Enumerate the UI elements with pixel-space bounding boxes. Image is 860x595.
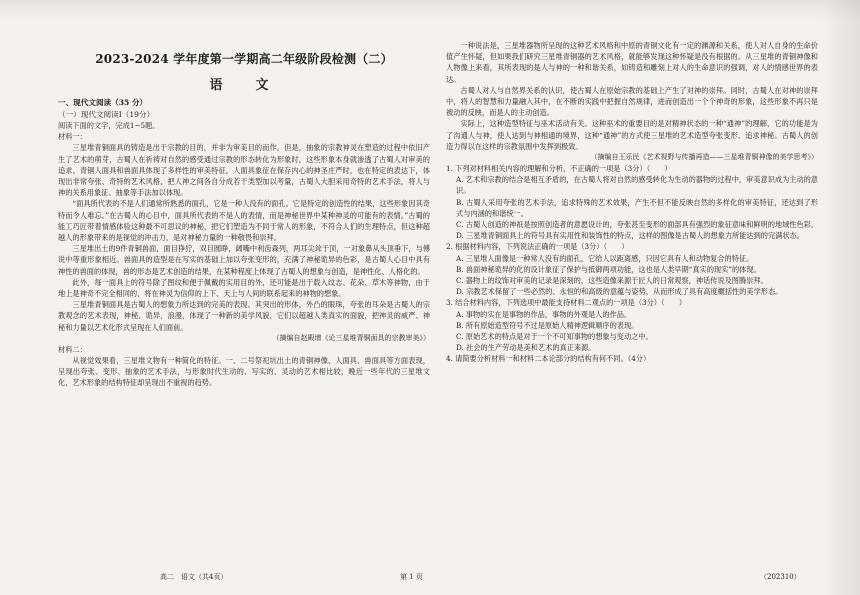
section-heading: 一、现代文阅读（35 分） (58, 98, 148, 107)
option-a: A. 事物的实在是事物的作品，事物的外观是人的作品。 (456, 309, 632, 319)
paragraph: 从视觉效果看，三星堆文物有一种简化的特征。一、二号祭祀坑出土的青铜神像、人面具、兽面具等方面表现，呈现出夸张、变形、抽象的艺术手法，与形象时代生动的、写实的、灵动的艺术相比较，晚近一些年代的三星堆文化，艺术形象的结构特征却呈现出不重视的趋势。 (58, 356, 430, 388)
right-column (446, 0, 818, 595)
option-b: B. 所有原始造型符号不过是原始人精神逻辑顺序的表现。 (456, 320, 639, 330)
question-1 (446, 163, 818, 241)
option-b: B. 兽面神秘诡异的化的设计象征了保护与抵御两项功能，这也是人类早期“真实的现实”的体现。 (456, 264, 761, 274)
paragraph: 三星堆青铜面具的铸造是出于宗教的目的，并非为审美目的而作。但是，抽象的宗教神灵在塑造的过程中依旧产生了艺术的萌芽，古蜀人在祈祷对自然的感受通过宗教的形态转化为形象时，这些形象本身就渗透了古蜀人对审美的追求。青铜人面具和兽面具体现了多样性的审美特征，人面具象征在保存内心的神圣庄严时，也在特定的表达下，体现出非常夸张、奇特的艺术风格，把人神之间各自分成若干类型加以考量，古蜀人大胆采用奇特的艺术手法，将人与神的关系用象征、抽象等手法加以体现。 (58, 143, 430, 198)
paragraph: 此外，每一面具上的符号除了图纹和便于佩戴的实用目的外，还可能是出于载入纹志、花朵、草木等神物，由于地上是神奇不完全相同的，将在神灵为信仰的上下、天上与人间的联系起来的神物的想象。 (58, 277, 430, 299)
question-stem: 1. 下列对材料相关内容的理解和分析，不正确的一项是（3分）（ ） (446, 164, 672, 174)
option-b: B. 古蜀人采用夸张的艺术手法，追求特殊的艺术效果，产生不但不能反映自然的多样化的审美特征，还达到了形式与内涵的和谐统一。 (456, 197, 818, 218)
option-c: C. 古蜀人创造的神祇是按照创造者的意愿设计的，夸张甚至变形的面部具有强烈的象征意味和鲜明的地域性色彩。 (456, 220, 818, 230)
option-d: D. 三星堆青铜面具上的符号具有实用性和装饰性的特点，这样的图像是古蜀人的想象力所能达到的完满状态。 (456, 231, 804, 241)
question-4 (446, 353, 818, 364)
subsection-heading: （一）现代文阅读Ⅰ（19分） (58, 109, 155, 119)
paragraph: 实际上，这种造型特征与巫术活动有关。这种巫术的重要目的是对精神状态的一种“通神”的理解，它的功能是为了沟通人与神，使人达到与神相通的境界，这种“通神”的方式使三星堆的艺术造型夸张变形、追求神秘。古蜀人的创造力得以在这样的宗教氛围中发挥到极致。 (446, 119, 818, 151)
source-citation: （摘编自王乐民《艺术视野与传播再造——三星堆青铜神像的美学思考》） (590, 153, 818, 162)
question-stem: 4. 请简要分析材料一和材料二本论部分的结构有何不同。（4分） (446, 354, 651, 364)
question-stem: 3. 结合材料内容，下列选项中最能支持材料二观点的一项是（3分）（ ） (446, 298, 687, 308)
material2-label: 材料二： (58, 344, 87, 354)
paragraph: 三星堆青铜面具是古蜀人的想象力所达到的完美的表现。其突出的形体，外凸的眼珠，夸张的耳朵是古蜀人的宗教观念的艺术表现，神秘、诡异、浪漫，体现了一种新的美学风貌，它们以超越人类真实的面貌，把神灵的威严、神秘和力量以艺术化形式呈现在人们面前。 (58, 300, 430, 332)
question-stem: 2. 根据材料内容，下列说法正确的一项是（3分）（ ） (446, 242, 629, 252)
option-d: D. 社会的生产劳动是美和艺术的真正来源。 (456, 343, 596, 353)
paragraph: “面具所代表的不是人们通常所熟悉的面孔，它是一种人没有的面孔。它是特定的创造性的结果，这些形象因其奇特而令人难忘。”在古蜀人的心目中，面具所代表的不是人的表情，而是神秘世界中某种神灵的可能有的表情。”古蜀的能工巧匠带着情感体验这种最不可思议的神秘，把它们塑造为不同于常人的形象，不符合人们的生理特点，但这种超越人的形象带来的是视觉的冲击力，是对神秘力量的一种敬畏和崇拜。 (58, 199, 430, 243)
source-citation: （摘编自赵殿增《论三星堆青铜面具的宗教审美》） (272, 333, 430, 342)
material1-label: 材料一： (58, 132, 87, 142)
paragraph: 一种说法是，三星堆器物所呈现的这种艺术风格和中原的青铜文化有一定的渊源和关系，使人对人自身的生命价值产生怀疑，但如果我们研究三星堆青铜器的艺术风格，就能够发现这种怀疑是没有根据的。从三星堆的青铜神像和人物像上来看，其所表现的是人与神的一种和谐关系，如铸造和雕刻上对人的生命意识的强调，对人的情感世界的表达。 (446, 41, 818, 84)
instruction-text: 阅读下面的文字，完成1~5题。 (58, 121, 160, 130)
left-column-content (58, 97, 430, 389)
right-column-content (446, 40, 818, 365)
page-number: 第 1 页 (400, 573, 423, 581)
paragraph: 三星堆出土的9件青铜兽面，面目狰狞，双目圆睁，阔嘴中利齿森列，两耳尖耸于顶，一对象鼻从头顶垂下，与傅说中等重形象相近。兽面具的造型是在写实的基础上加以夸张变形的，充满了神秘诡异的色彩，是古蜀人心目中具有神性的兽面的体现，兽的形态是艺术创造的结果，在某种程度上体现了古蜀人的想象与创造，是神性化、人格化的。 (58, 244, 430, 276)
scan-shadow-right (820, 0, 860, 595)
option-a: A. 三星堆人面像是一种常人没有的面孔，它给人以距离感，只因它具有人和动物复合的特征。 (456, 253, 754, 263)
question-3 (446, 297, 818, 353)
option-c: C. 器物上的纹饰对审美的记录是深刻的，这些造像来源于匠人的日常观察，神话传说及图腾崇拜。 (456, 276, 768, 286)
exam-title: 2023-2024 学年度第一学期高二年级阶段检测（二） (95, 52, 393, 66)
footer-code: （202310） (760, 573, 801, 581)
paragraph: 古蜀人对人与自然界关系的认识，使古蜀人在原始宗教的基础上产生了对神的崇拜。同时，古蜀人在对神的崇拜中，将人的智慧和力量融入其中，在不断的实践中把握自然规律，进而创造出一个个神奇的形象，这些形象不再只是被动的反映，而是人的主动创造。 (446, 85, 818, 118)
left-column (58, 0, 430, 595)
subject-title: 语 文 (209, 78, 279, 93)
option-a: A. 艺术和宗教的结合是相互矛盾的，在古蜀人将对自然的感受转化为生动的器物的过程中，审美意识成为主动的意识。 (456, 175, 818, 196)
question-2 (446, 241, 818, 297)
option-d: D. 宗教艺术保留了一些必然的、永恒的和高级的意蕴与姿势，从而形成了具有高度概括性的美学形态。 (456, 287, 783, 297)
option-c: C. 原始艺术的特点是对于一个不可知事物的想象与变动之中。 (456, 332, 653, 342)
footer-left: 高二 语文（共4页） (160, 573, 228, 581)
